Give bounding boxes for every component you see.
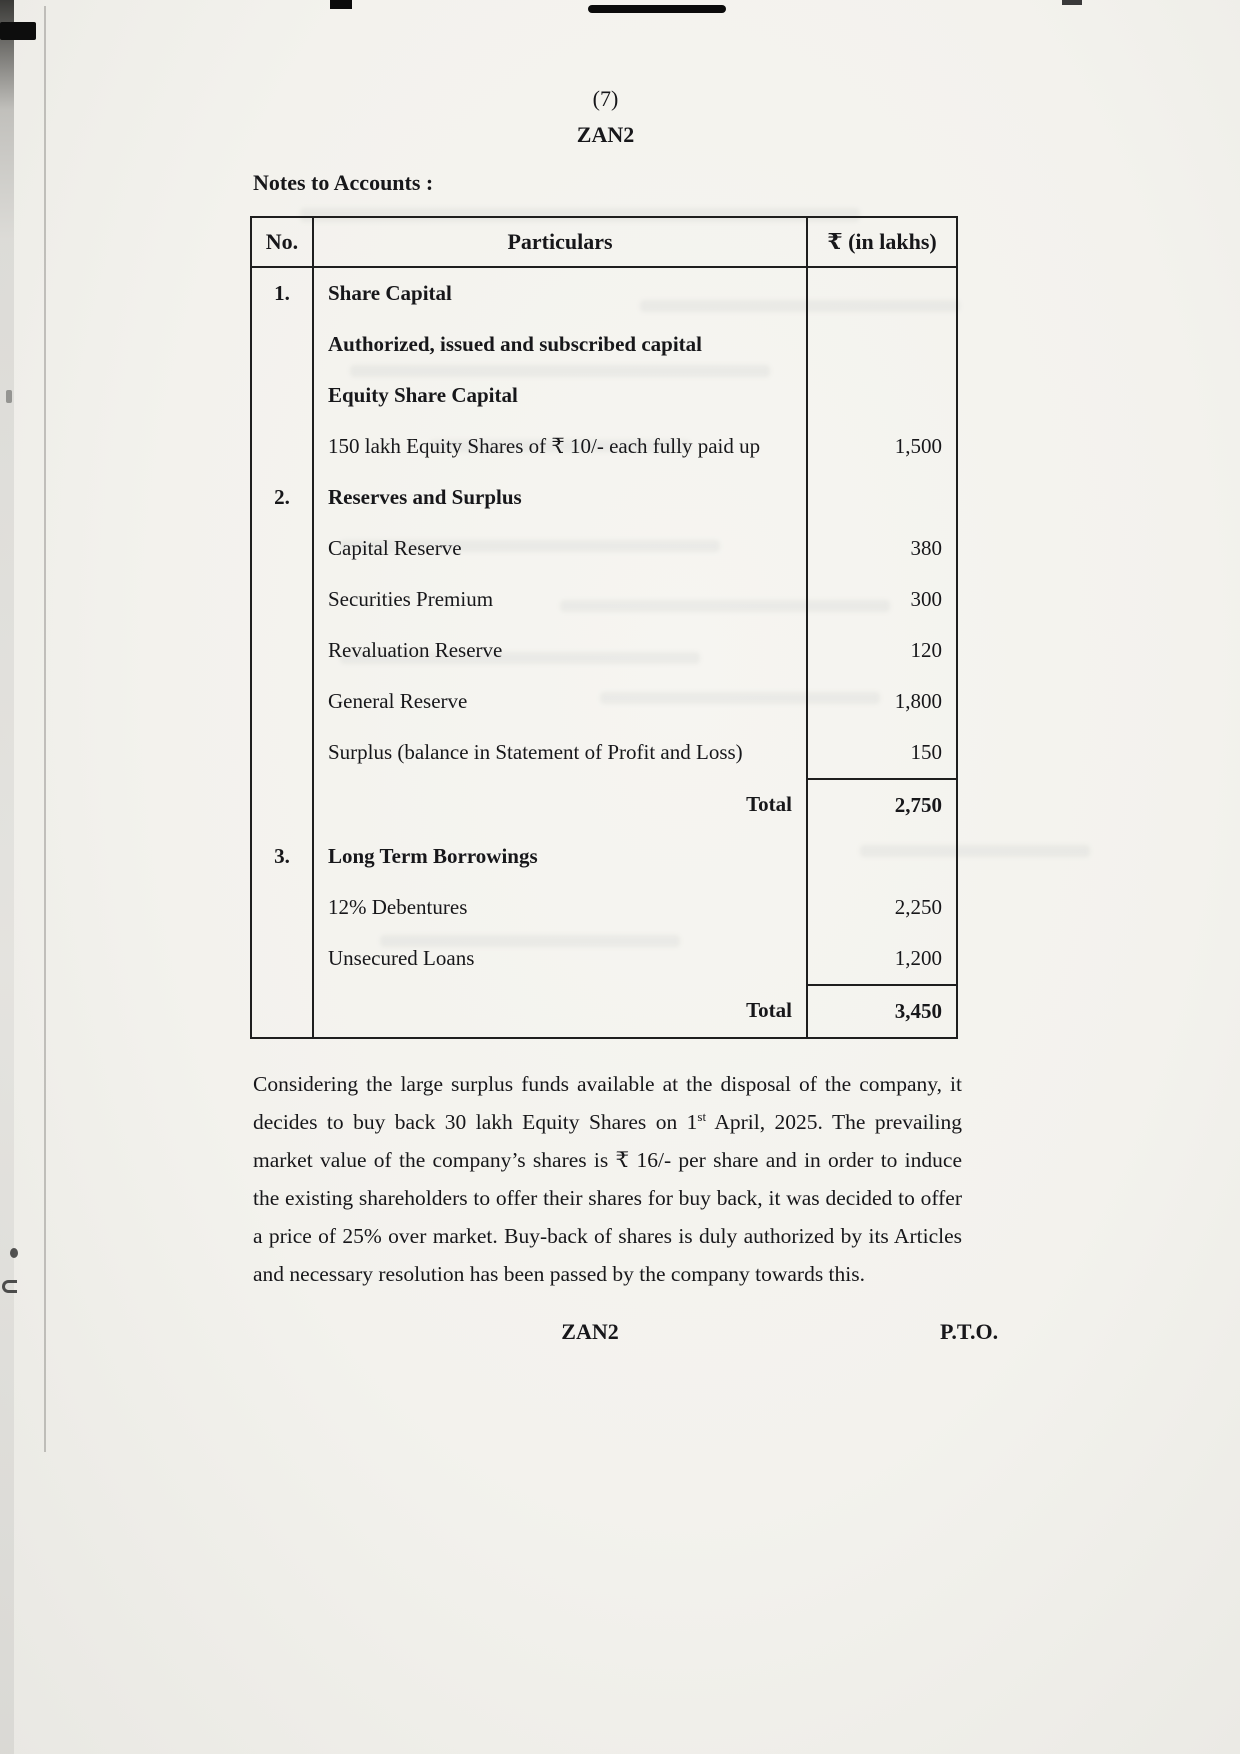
row-no [251,727,313,779]
row-no [251,676,313,727]
col-header-amount: ₹ (in lakhs) [807,217,957,267]
row-no [251,985,313,1038]
notes-to-accounts-table [250,216,958,1039]
row-total-label: Total [313,985,807,1038]
row-no [251,319,313,370]
table-row [251,676,957,727]
row-amount [807,370,957,421]
row-total-label: Total [313,779,807,831]
row-particulars: Authorized, issued and subscribed capital [313,319,807,370]
row-total-amount: 3,450 [807,985,957,1038]
row-no: 3. [251,831,313,882]
row-no: 1. [251,267,313,319]
table-row [251,370,957,421]
row-no [251,779,313,831]
table-row [251,831,957,882]
row-particulars: 150 lakh Equity Shares of ₹ 10/- each fully paid up [313,421,807,472]
table-total-row [251,779,957,831]
row-amount: 1,200 [807,933,957,985]
table-total-row [251,985,957,1038]
row-amount [807,831,957,882]
row-amount: 300 [807,574,957,625]
row-particulars: Long Term Borrowings [313,831,807,882]
row-amount [807,267,957,319]
table-row [251,933,957,985]
col-header-particulars: Particulars [313,217,807,267]
row-no [251,574,313,625]
paragraph-text: April, 2025. The prevailing market value of the company’s shares is ₹ 16/- per share and in order to induce the existing shareholders to offer their shares for buy back, it was decided to offer a price of 25% over market. Buy-back of shares is duly authorized by its Articles and necessary resolution has been passed by the company towards this. [253,1110,962,1286]
row-amount [807,472,957,523]
row-particulars: 12% Debentures [313,882,807,933]
row-particulars: Unsecured Loans [313,933,807,985]
table-header-row [251,217,957,267]
page-footer [0,1319,1240,1351]
row-particulars: Equity Share Capital [313,370,807,421]
row-no [251,523,313,574]
table-row [251,472,957,523]
row-no [251,370,313,421]
col-header-no: No. [251,217,313,267]
row-particulars: Revaluation Reserve [313,625,807,676]
row-total-amount: 2,750 [807,779,957,831]
row-no [251,933,313,985]
table-row [251,727,957,779]
row-no: 2. [251,472,313,523]
row-particulars: Securities Premium [313,574,807,625]
paper-code-bottom: ZAN2 [561,1319,619,1344]
row-amount: 150 [807,727,957,779]
row-amount: 1,500 [807,421,957,472]
pto-label: P.T.O. [940,1319,999,1344]
notes-heading: Notes to Accounts : [253,170,434,195]
row-amount: 120 [807,625,957,676]
row-amount: 1,800 [807,676,957,727]
ordinal-superscript: st [697,1108,707,1124]
row-particulars: Capital Reserve [313,523,807,574]
table-row [251,421,957,472]
row-amount [807,319,957,370]
row-no [251,882,313,933]
row-particulars: General Reserve [313,676,807,727]
question-paragraph [253,1065,962,1293]
table-row [251,523,957,574]
row-particulars: Surplus (balance in Statement of Profit and Loss) [313,727,807,779]
page-number: (7) [592,86,619,111]
row-amount: 380 [807,523,957,574]
row-particulars: Share Capital [313,267,807,319]
paragraph-text: Considering the large surplus funds available at the disposal of the company, it decides to buy back 30 lakh Equity Shares on 1 [253,1072,962,1134]
row-particulars: Reserves and Surplus [313,472,807,523]
table-row [251,267,957,319]
table-row [251,625,957,676]
row-no [251,625,313,676]
table-row [251,319,957,370]
table-row [251,882,957,933]
table-row [251,574,957,625]
row-amount: 2,250 [807,882,957,933]
row-no [251,421,313,472]
paper-code-top: ZAN2 [576,122,635,147]
